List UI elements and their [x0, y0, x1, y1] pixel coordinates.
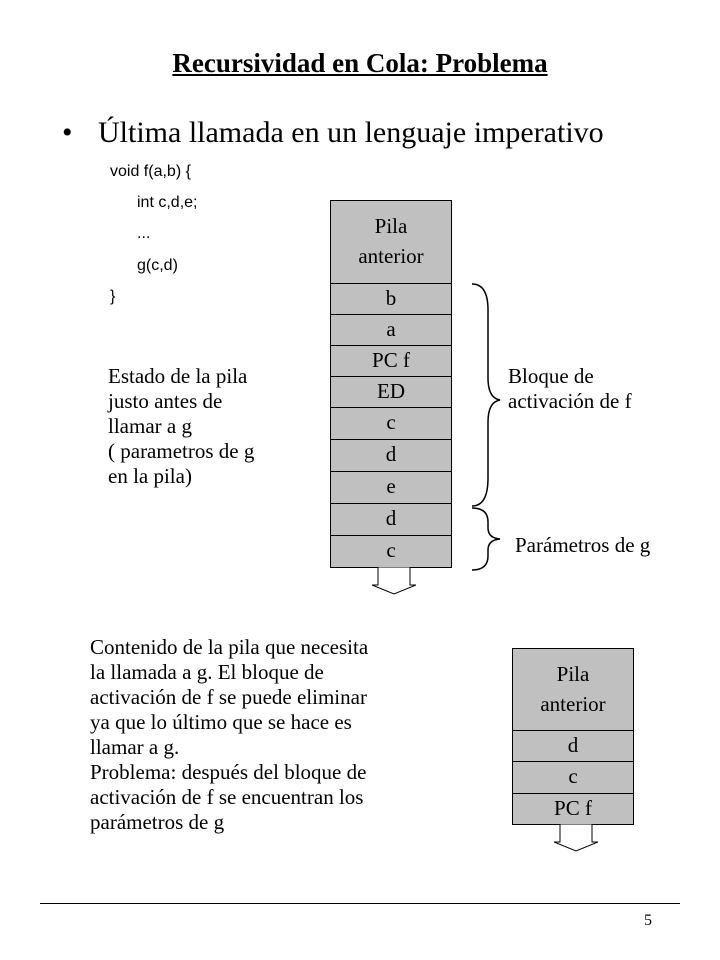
footer-divider: [40, 903, 680, 904]
code-line: void f(a,b) {: [110, 163, 191, 180]
code-line: ...: [137, 225, 151, 242]
stack-cell-previous: [330, 200, 452, 284]
text-line: la llamada a g. El bloque de: [90, 660, 324, 684]
bullet-point: [62, 116, 604, 150]
text-line: justo antes de: [108, 389, 223, 413]
brace-icon: [466, 282, 506, 572]
label-line: activación de f: [508, 389, 632, 413]
stack-cell: PC f: [512, 793, 634, 825]
text-line: Contenido de la pila que necesita: [90, 635, 369, 659]
state-description: [108, 364, 254, 489]
stack-cell: b: [330, 283, 452, 315]
code-line: g(c,d): [137, 257, 178, 274]
parameters-label: Parámetros de g: [515, 533, 651, 557]
cell-label: anterior: [540, 692, 606, 716]
stack-cell-previous: [512, 648, 634, 731]
code-line: }: [110, 288, 116, 305]
text-line: activación de f se encuentran los: [90, 785, 364, 809]
text-line: Estado de la pila: [108, 364, 248, 388]
text-line: parámetros de g: [90, 810, 225, 834]
text-line: ( parametros de g: [108, 439, 255, 463]
stack-cell: c: [330, 407, 452, 440]
text-line: llamar a g.: [90, 735, 180, 759]
cell-label: Pila: [556, 662, 590, 686]
code-line: int c,d,e;: [137, 194, 198, 211]
stack-cell: a: [330, 314, 452, 346]
cell-label: anterior: [358, 244, 424, 268]
stack-cell: e: [330, 471, 452, 504]
activation-block-label: [508, 364, 632, 414]
stack-cell: ED: [330, 376, 452, 408]
cell-label: Pila: [374, 214, 408, 238]
bullet-symbol: •: [62, 116, 73, 149]
stack-cell: c: [512, 761, 634, 794]
slide-title: Recursividad en Cola: Problema: [172, 48, 548, 78]
text-line: Problema: después del bloque de: [90, 760, 367, 784]
page-number: 5: [644, 912, 652, 929]
text-line: activación de f se puede eliminar: [90, 685, 367, 709]
stack-cell: d: [330, 439, 452, 472]
bullet-text: Última llamada en un lenguaje imperativo: [98, 116, 604, 149]
stack-growth-arrow-icon: [554, 824, 598, 852]
stack-growth-arrow-icon: [372, 567, 416, 595]
content-description: [90, 635, 368, 835]
text-line: ya que lo último que se hace es: [90, 710, 352, 734]
text-line: en la pila): [108, 464, 192, 488]
text-line: llamar a g: [108, 414, 192, 438]
label-line: Bloque de: [508, 364, 594, 388]
stack-cell: PC f: [330, 345, 452, 377]
stack-cell: d: [512, 730, 634, 762]
stack-cell: d: [330, 503, 452, 536]
stack-cell: c: [330, 535, 452, 568]
